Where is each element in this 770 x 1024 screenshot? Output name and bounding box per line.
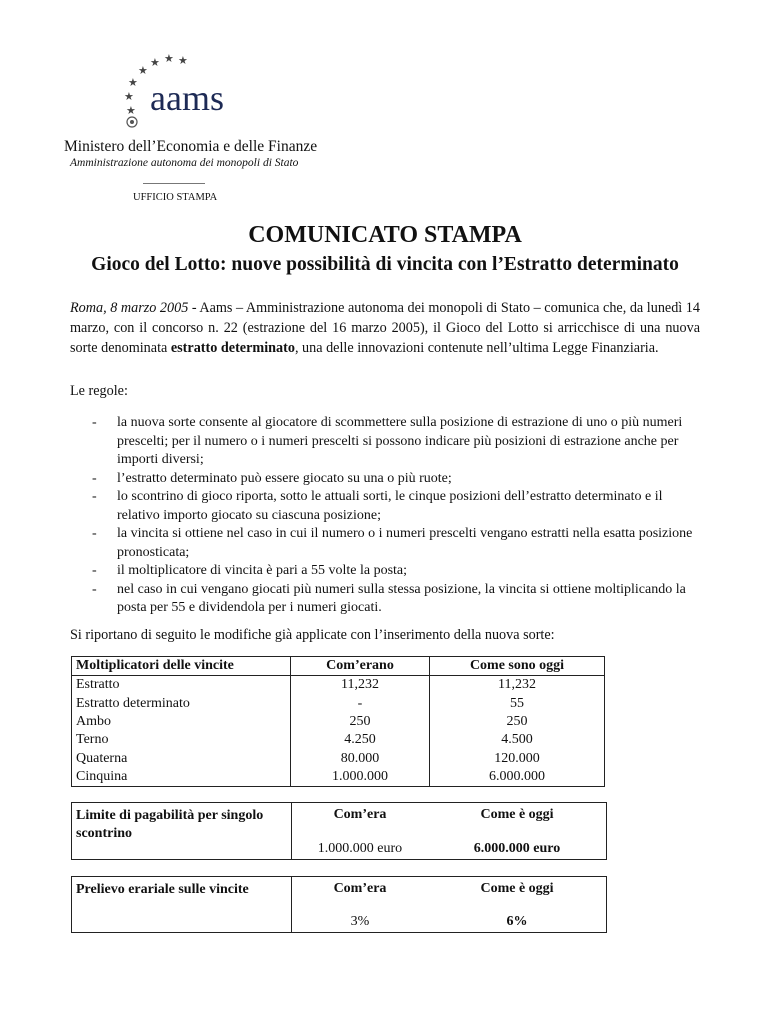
tax-table xyxy=(71,876,607,933)
value-now: 120.000 xyxy=(430,749,605,767)
rules-list xyxy=(70,414,700,618)
row-label: Terno xyxy=(72,731,291,749)
row-label: Cinquina xyxy=(72,768,291,787)
page-title: COMUNICATO STAMPA xyxy=(248,222,522,248)
list-item-text: nel caso in cui vengano giocati più numeri sulla stessa posizione, la vincita si ottiene moltiplicando la posta per 55 e dividendola per i numeri giocati. xyxy=(117,581,686,615)
list-item xyxy=(70,470,700,489)
aams-logo xyxy=(112,52,242,132)
value-before: 3% xyxy=(350,914,370,929)
intro-paragraph xyxy=(70,298,700,358)
value-before: 11,232 xyxy=(291,676,430,695)
list-item xyxy=(70,581,700,618)
table-header-row xyxy=(72,657,605,676)
list-item xyxy=(70,488,700,525)
intro-text-before: Aams – Amministrazione autonoma dei monopoli di Stato – comunica che, da lunedì 14 marzo, con il concorso n. 22 (estrazione del 16 marzo 2005), il Gioco del Lotto si arricchisce di una nuova sorte denominata xyxy=(70,300,700,356)
value-before: 80.000 xyxy=(291,749,430,767)
svg-text:★: ★ xyxy=(124,90,134,103)
value-now: 11,232 xyxy=(430,676,605,695)
logo-wordmark: aams xyxy=(150,78,224,118)
svg-text:★: ★ xyxy=(178,54,188,67)
value-before: 1.000.000 xyxy=(291,768,430,787)
svg-text:★: ★ xyxy=(164,52,174,65)
header-cell: Come è oggi xyxy=(480,881,554,896)
header-cell: Com’era xyxy=(333,881,387,896)
value-now: 6.000.000 xyxy=(430,768,605,787)
header-cell: Come è oggi xyxy=(480,807,554,822)
row-label: Ambo xyxy=(72,713,291,731)
bullet-dash: - xyxy=(92,526,97,541)
value-now: 6.000.000 euro xyxy=(473,841,561,856)
table-row xyxy=(72,768,605,787)
svg-text:★: ★ xyxy=(150,56,160,69)
bullet-dash: - xyxy=(92,581,97,597)
agency-name: Amministrazione autonoma dei monopoli di Stato xyxy=(70,157,299,169)
value-now: 250 xyxy=(430,713,605,731)
list-item-text: lo scontrino di gioco riporta, sotto le attuali sorti, le cinque posizioni dell’estratto determinato e il relativo importo giocato su ciascuna posizione; xyxy=(117,489,663,523)
value-now: 6% xyxy=(506,914,528,929)
table-row xyxy=(72,695,605,713)
intro-text-after: , una delle innovazioni contenute nell’ultima Legge Finanziaria. xyxy=(294,340,659,356)
value-before: 4.250 xyxy=(291,731,430,749)
svg-text:★: ★ xyxy=(126,104,136,117)
row-label: Quaterna xyxy=(72,749,291,767)
list-item xyxy=(70,562,700,581)
list-item-text: il moltiplicatore di vincita è pari a 55 volte la posta; xyxy=(117,563,408,578)
value-now: 4.500 xyxy=(430,731,605,749)
table-row xyxy=(72,731,605,749)
payout-limit-table xyxy=(71,802,607,860)
intro-highlight: estratto determinato xyxy=(170,340,295,356)
value-now: 55 xyxy=(430,695,605,713)
office-name: UFFICIO STAMPA xyxy=(133,192,218,203)
table-row xyxy=(72,713,605,731)
table-row xyxy=(72,749,605,767)
dateline: Roma, 8 marzo 2005 - xyxy=(70,300,197,316)
bullet-dash: - xyxy=(92,489,97,504)
list-item-text: la nuova sorte consente al giocatore di scommettere sulla posizione di estrazione di uno o più numeri prescelti; per il numero o i numeri prescelti si possono indicare più posizioni di estrazione anche per importi diversi; xyxy=(117,415,683,467)
value-before: - xyxy=(291,695,430,713)
bullet-dash: - xyxy=(92,563,97,578)
multipliers-table xyxy=(71,656,605,787)
list-item xyxy=(70,525,700,562)
bullet-dash: - xyxy=(92,415,97,430)
svg-text:★: ★ xyxy=(128,76,138,89)
table-row xyxy=(72,676,605,695)
rules-heading: Le regole: xyxy=(70,383,128,399)
page-subtitle: Gioco del Lotto: nuove possibilità di vincita con l’Estratto determinato xyxy=(91,254,679,275)
header-cell: Come sono oggi xyxy=(430,657,605,676)
list-item-text: la vincita si ottiene nel caso in cui il numero o i numeri prescelti vengano estratti nella esatta posizione pronosticata; xyxy=(117,526,693,560)
header-cell: Moltiplicatori delle vincite xyxy=(72,657,291,676)
header-cell: Com’erano xyxy=(291,657,430,676)
table-intro: Si riportano di seguito le modifiche già applicate con l’inserimento della nuova sorte: xyxy=(70,627,555,643)
svg-text:★: ★ xyxy=(138,64,148,77)
ministry-name: Ministero dell’Economia e delle Finanze xyxy=(64,138,318,155)
list-item-text: l’estratto determinato può essere giocato su una o più ruote; xyxy=(117,470,452,486)
row-label: Estratto xyxy=(72,676,291,695)
value-before: 250 xyxy=(291,713,430,731)
row-label: Estratto determinato xyxy=(72,695,291,713)
row-label: Prelievo erariale sulle vincite xyxy=(76,882,249,897)
header-cell: Com’era xyxy=(333,807,387,822)
row-label: Limite di pagabilità per singolo scontrino xyxy=(76,808,264,841)
value-before: 1.000.000 euro xyxy=(317,841,403,856)
header-divider xyxy=(143,183,205,184)
list-item xyxy=(70,414,700,470)
bullet-dash: - xyxy=(92,470,97,486)
